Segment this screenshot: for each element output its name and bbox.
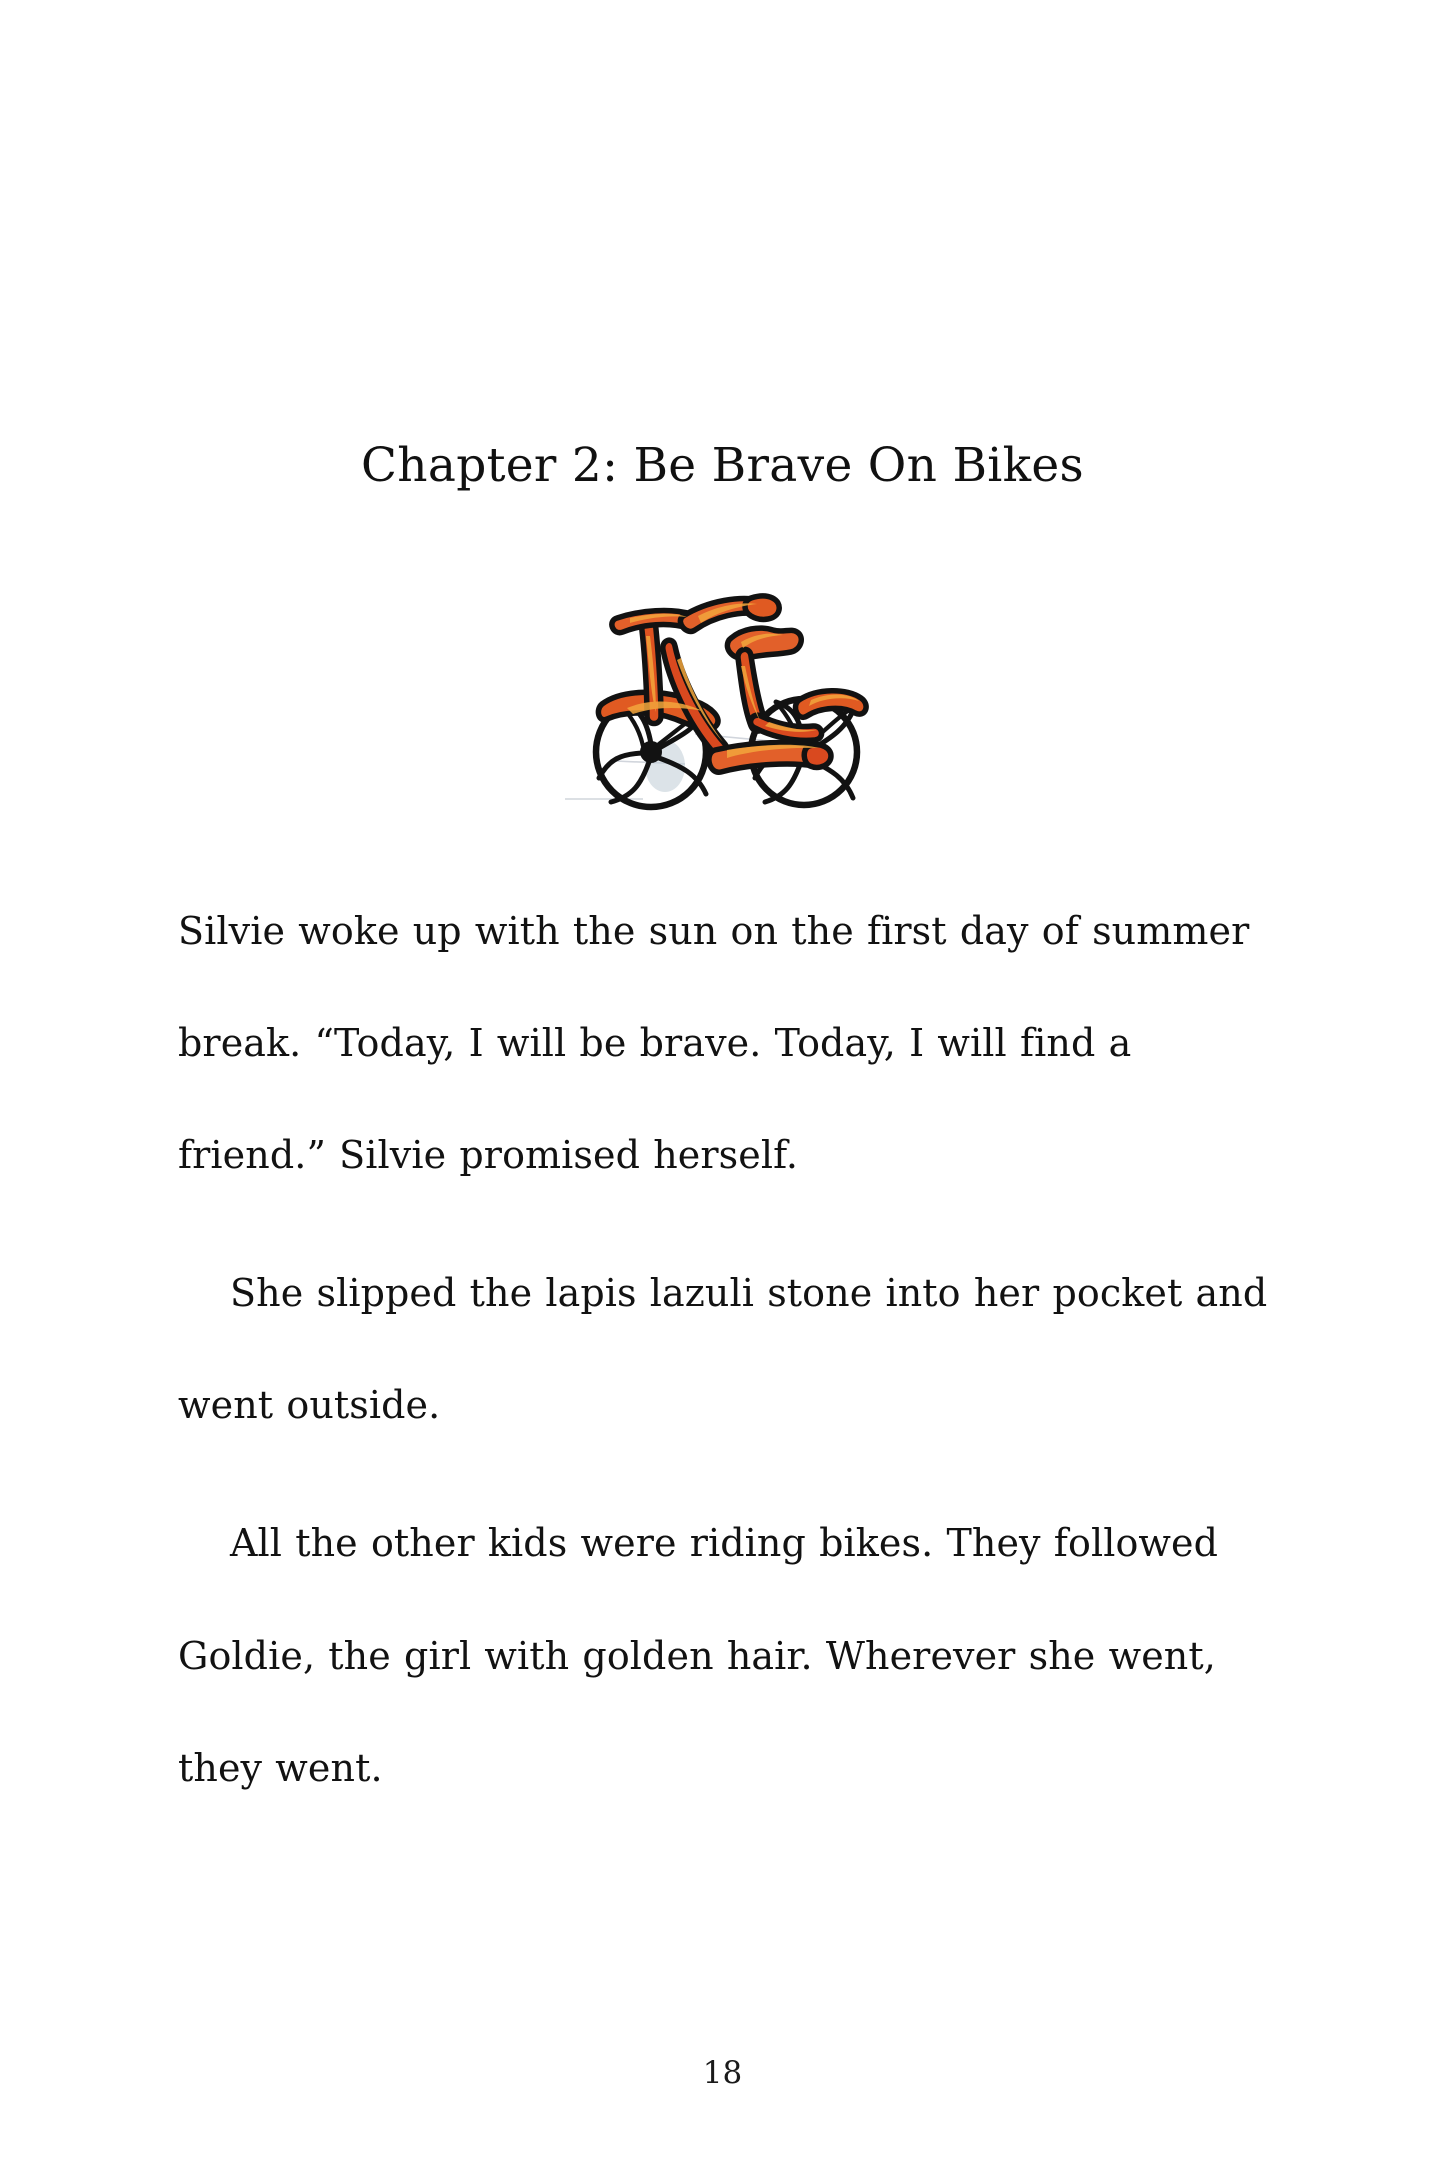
paragraph: Silvie woke up with the sun on the first day of summer break. “Today, I will be brave. Today, I will find a friend.” Silvie promised herself. [178, 909, 1250, 1178]
page-number: 18 [702, 2055, 743, 2091]
paragraph: All the other kids were riding bikes. They followed Goldie, the girl with golden hair. Wherever she went, they went. [178, 1521, 1219, 1790]
chapter-body [178, 875, 1274, 1838]
paragraph: She slipped the lapis lazuli stone into her pocket and went outside. [178, 1271, 1268, 1428]
bicycle-illustration [555, 556, 905, 821]
page-title: Chapter 2: Be Brave On Bikes [361, 438, 1084, 494]
